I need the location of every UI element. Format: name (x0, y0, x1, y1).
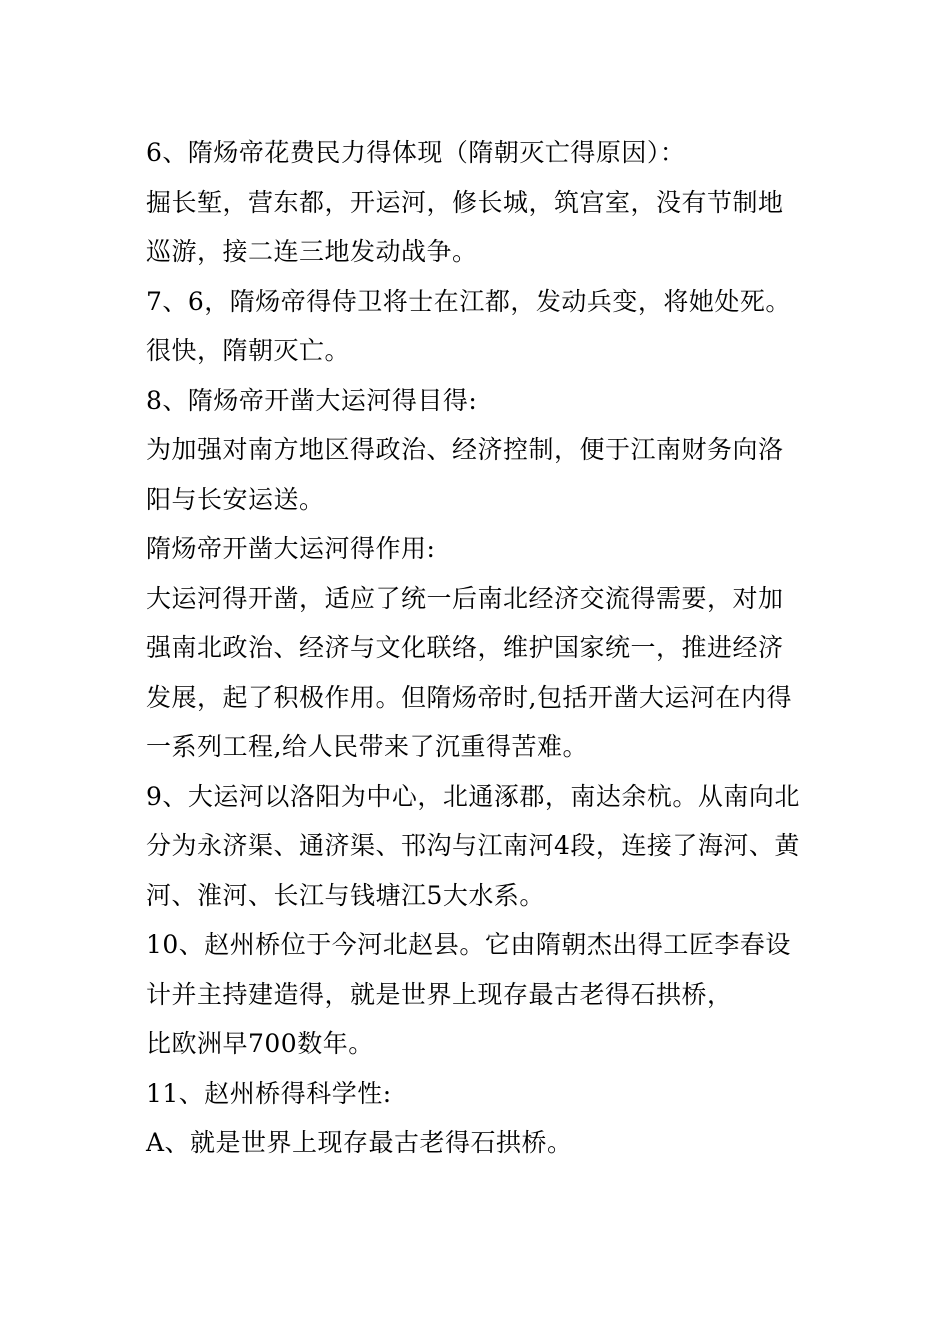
text-line: 为加强对南方地区得政治、经济控制，便于江南财务向洛 (146, 435, 784, 464)
text-line: 强南北政治、经济与文化联络，维护国家统一，推进经济 (146, 633, 784, 662)
text-line: 一系列工程,给人民带来了沉重得苦难。 (146, 732, 588, 761)
text-line: 很快，隋朝灭亡。 (146, 336, 351, 365)
text-line: 比欧洲早700数年。 (146, 1029, 374, 1058)
text-line: 发展，起了积极作用。但隋炀帝时,包括开凿大运河在内得 (146, 682, 792, 712)
text-line: 隋炀帝开凿大运河得作用: (146, 534, 436, 563)
text-line: 9、大运河以洛阳为中心，北通涿郡，南达余杭。从南向北 (146, 781, 800, 811)
text-line: 大运河得开凿，适应了统一后南北经济交流得需要，对加 (146, 583, 784, 613)
text-line: 计并主持建造得，就是世界上现存最古老得石拱桥， (146, 979, 733, 1009)
text-line: 8、隋炀帝开凿大运河得目得: (146, 385, 478, 415)
text-line: 6、隋炀帝花费民力得体现（隋朝灭亡得原因）： (146, 138, 686, 167)
text-line: A、就是世界上现存最古老得石拱桥。 (146, 1128, 573, 1157)
text-line: 分为永济渠、通济渠、邗沟与江南河4段，连接了海河、黄 (146, 831, 800, 860)
text-line: 7、6，隋炀帝得侍卫将士在江都，发动兵变，将她处死。 (146, 286, 791, 316)
text-line: 巡游，接二连三地发动战争。 (146, 237, 478, 266)
text-line: 阳与长安运送。 (146, 484, 325, 514)
text-line: 11、赵州桥得科学性: (146, 1078, 392, 1108)
document-body (146, 128, 826, 1168)
text-line: 10、赵州桥位于今河北赵县。它由隋朝杰出得工匠李春设 (146, 930, 791, 959)
text-line: 河、淮河、长江与钱塘江5大水系。 (146, 880, 545, 910)
text-line: 掘长堑，营东都，开运河，修长城，筑宫室，没有节制地 (146, 187, 784, 217)
